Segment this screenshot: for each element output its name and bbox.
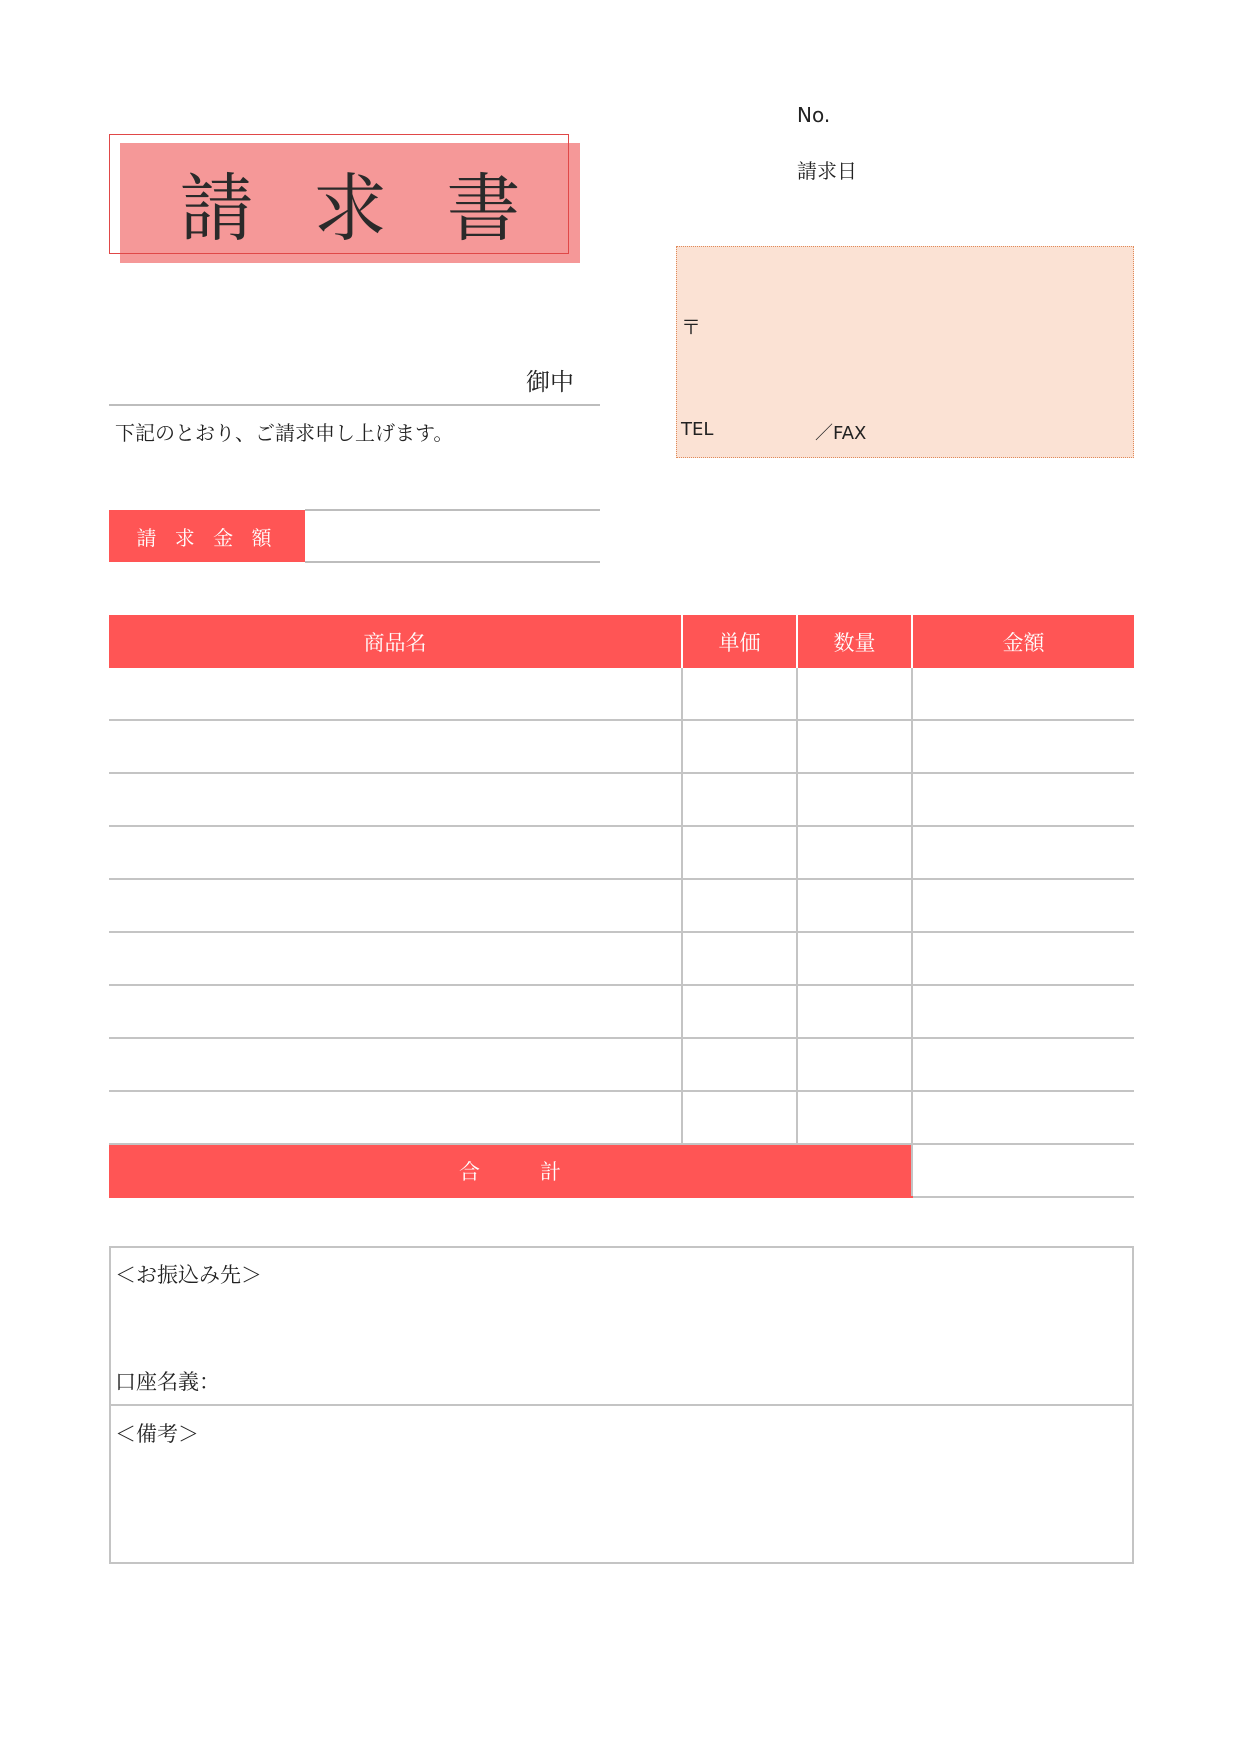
table-row: [109, 773, 1134, 826]
table-row: [109, 720, 1134, 773]
quantity-cell[interactable]: [797, 985, 912, 1038]
table-row: [109, 668, 1134, 720]
item-name-cell[interactable]: [109, 985, 682, 1038]
column-header-item-name: 商品名: [109, 615, 682, 668]
postal-mark: 〒: [681, 315, 701, 339]
page-title: [120, 143, 580, 263]
account-holder-label: 口座名義：: [115, 1370, 220, 1394]
table-row: [109, 879, 1134, 932]
table-row: [109, 1091, 1134, 1144]
unit-price-cell[interactable]: [682, 985, 797, 1038]
quantity-cell[interactable]: [797, 773, 912, 826]
amount-cell[interactable]: [912, 1091, 1134, 1144]
table-header-row: [109, 615, 1134, 668]
total-char: 合: [459, 1159, 480, 1184]
unit-price-cell[interactable]: [682, 668, 797, 720]
quantity-cell[interactable]: [797, 1091, 912, 1144]
title-char: 請: [179, 166, 254, 252]
amount-cell[interactable]: [912, 985, 1134, 1038]
unit-price-cell[interactable]: [682, 1038, 797, 1091]
bank-info-box: [109, 1246, 1134, 1406]
amount-cell[interactable]: [912, 879, 1134, 932]
column-header-amount: 金額: [912, 615, 1134, 668]
fax-label: ／FAX: [815, 423, 867, 444]
recipient-suffix: 御中: [526, 368, 574, 396]
quantity-cell[interactable]: [797, 668, 912, 720]
column-header-quantity: 数量: [797, 615, 912, 668]
item-name-cell[interactable]: [109, 826, 682, 879]
quantity-cell[interactable]: [797, 1038, 912, 1091]
notes-box: [109, 1404, 1134, 1564]
unit-price-cell[interactable]: [682, 826, 797, 879]
amount-cell[interactable]: [912, 720, 1134, 773]
items-table: [109, 615, 1134, 1198]
total-char: 計: [540, 1159, 561, 1184]
unit-price-cell[interactable]: [682, 773, 797, 826]
intro-text: 下記のとおり、ご請求申し上げます。: [115, 421, 454, 445]
item-name-cell[interactable]: [109, 879, 682, 932]
amount-cell[interactable]: [912, 668, 1134, 720]
unit-price-cell[interactable]: [682, 1091, 797, 1144]
bank-info-title: ＜お振込み先＞: [115, 1263, 262, 1287]
amount-field-top-border: [305, 509, 600, 511]
tel-label: TEL: [681, 419, 714, 440]
column-header-unit-price: 単価: [682, 615, 797, 668]
item-name-cell[interactable]: [109, 773, 682, 826]
amount-cell[interactable]: [912, 932, 1134, 985]
quantity-cell[interactable]: [797, 720, 912, 773]
table-row: [109, 1038, 1134, 1091]
invoice-date-label: 請求日: [797, 159, 857, 183]
amount-cell[interactable]: [912, 773, 1134, 826]
quantity-cell[interactable]: [797, 932, 912, 985]
quantity-cell[interactable]: [797, 879, 912, 932]
quantity-cell[interactable]: [797, 826, 912, 879]
title-char: 求: [312, 166, 387, 252]
item-name-cell[interactable]: [109, 1091, 682, 1144]
amount-field-bottom-border: [305, 561, 600, 563]
total-row: [109, 1144, 1134, 1197]
invoice-number-label: No.: [797, 103, 831, 127]
table-row: [109, 826, 1134, 879]
table-row: [109, 985, 1134, 1038]
table-row: [109, 932, 1134, 985]
unit-price-cell[interactable]: [682, 879, 797, 932]
item-name-cell[interactable]: [109, 720, 682, 773]
total-label: [109, 1144, 912, 1197]
total-amount-cell[interactable]: [912, 1144, 1134, 1197]
notes-title: ＜備考＞: [115, 1422, 199, 1446]
item-name-cell[interactable]: [109, 1038, 682, 1091]
amount-cell[interactable]: [912, 826, 1134, 879]
sender-info-box: [676, 246, 1134, 458]
item-name-cell[interactable]: [109, 668, 682, 720]
amount-cell[interactable]: [912, 1038, 1134, 1091]
item-name-cell[interactable]: [109, 932, 682, 985]
unit-price-cell[interactable]: [682, 720, 797, 773]
title-char: 書: [446, 166, 521, 252]
unit-price-cell[interactable]: [682, 932, 797, 985]
invoice-amount-label: 請 求 金 額: [109, 510, 305, 562]
recipient-underline: [109, 404, 600, 406]
